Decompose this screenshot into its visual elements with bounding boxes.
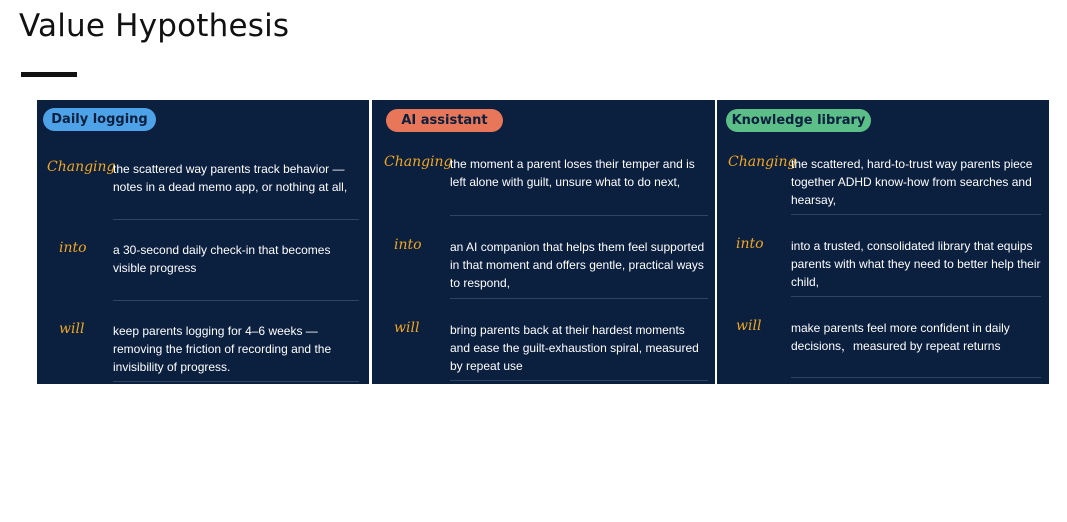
- keyword-into: into: [59, 240, 87, 256]
- row-divider: [450, 380, 708, 381]
- tag-daily-logging: Daily logging: [43, 108, 156, 131]
- row-text-will: bring parents back at their hardest moments and ease the guilt-exhaustion spiral, measured by repeat use: [450, 323, 699, 373]
- row-text-will: make parents feel more confident in daily decisions，measured by repeat returns: [791, 321, 1010, 353]
- row-text-into: a 30-second daily check-in that becomes visible progress: [113, 243, 331, 275]
- row-text-changing: the moment a parent loses their temper and is left alone with guilt, unsure what to do next,: [450, 157, 695, 189]
- row-text-into: an AI companion that helps them feel supported in that moment and offers gentle, practical ways to respond,: [450, 240, 705, 290]
- tag-knowledge-library: Knowledge library: [726, 109, 871, 132]
- row-divider: [113, 300, 359, 301]
- keyword-changing: Changing: [47, 159, 116, 175]
- row-divider: [113, 381, 359, 382]
- row-divider: [450, 298, 708, 299]
- page-title: Value Hypothesis: [19, 8, 290, 44]
- card-knowledge-library: [717, 100, 1049, 384]
- card-daily-logging: [37, 100, 369, 384]
- tag-ai-assistant: AI assistant: [386, 109, 503, 132]
- row-divider: [791, 377, 1041, 378]
- card-ai-assistant: [372, 100, 715, 384]
- keyword-changing: Changing: [728, 154, 797, 170]
- keyword-into: into: [736, 236, 764, 252]
- row-text-changing: the scattered way parents track behavior — notes in a dead memo app, or nothing at all,: [113, 162, 348, 194]
- row-divider: [113, 219, 359, 220]
- row-text-changing: the scattered, hard-to-trust way parents piece together ADHD know-how from searches and hearsay,: [791, 157, 1033, 207]
- keyword-changing: Changing: [384, 154, 453, 170]
- keyword-will: will: [59, 321, 85, 337]
- keyword-into: into: [394, 237, 422, 253]
- keyword-will: will: [736, 318, 762, 334]
- row-text-will: keep parents logging for 4–6 weeks — removing the friction of recording and the invisibility of progress.: [113, 324, 332, 374]
- row-text-into: into a trusted, consolidated library that equips parents with what they need to better help their child,: [791, 239, 1041, 289]
- row-divider: [791, 214, 1041, 215]
- keyword-will: will: [394, 320, 420, 336]
- row-divider: [791, 296, 1041, 297]
- row-divider: [450, 215, 708, 216]
- title-underline: [21, 72, 77, 77]
